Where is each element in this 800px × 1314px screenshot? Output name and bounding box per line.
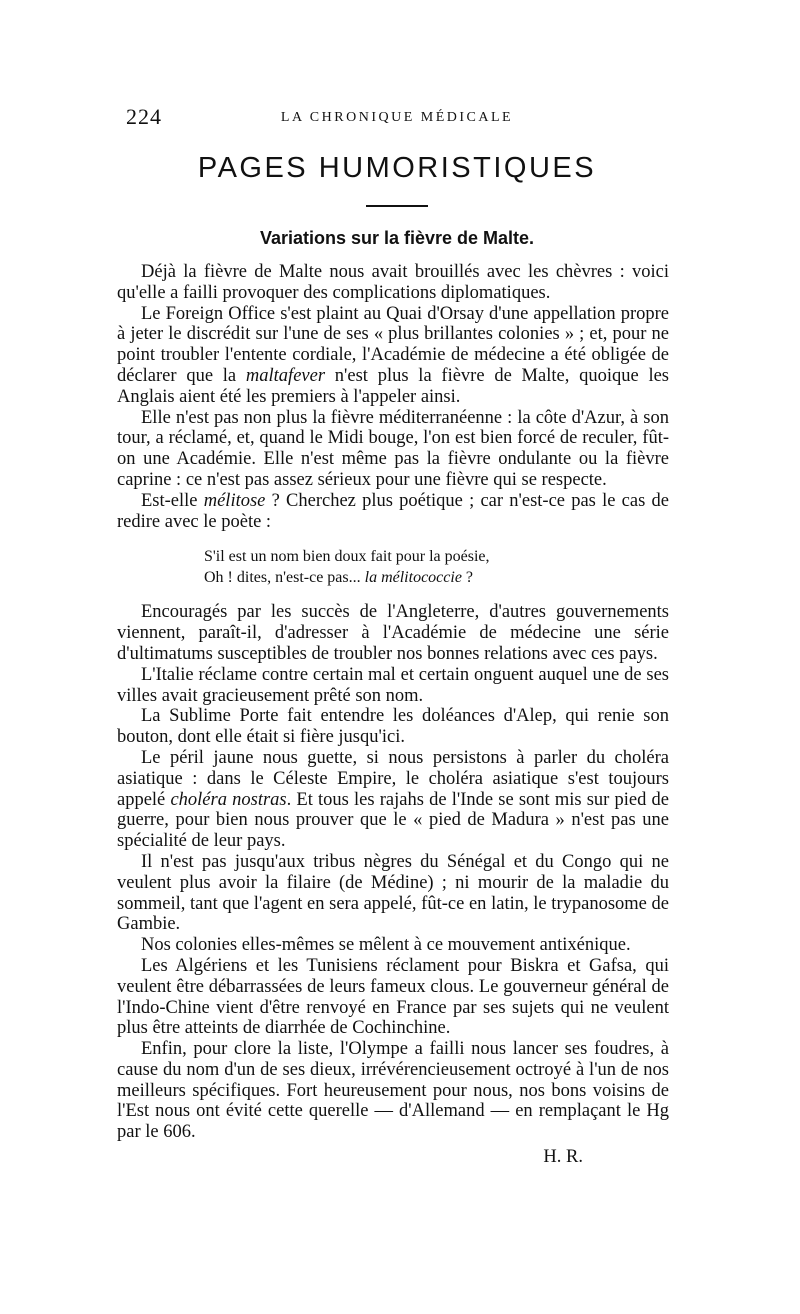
text-run: Le péril jaune nous guette, si nous persistons à parler du choléra asiatique : dans le Céleste Empire, le choléra asiatique s'est toujours appelé [117, 747, 669, 810]
author-signature: H. R. [543, 1147, 583, 1168]
running-head: LA CHRONIQUE MÉDICALE [280, 110, 514, 125]
italic-term: maltafever [245, 365, 326, 386]
verse-line [204, 567, 669, 588]
paragraph: Nos colonies elles-mêmes se mêlent à ce mouvement antixénique. [141, 935, 631, 956]
page-header [126, 104, 668, 134]
article-body [117, 262, 669, 1168]
italic-term: mélitose [203, 490, 266, 511]
paragraph [117, 491, 669, 533]
paragraph: Les Algériens et les Tunisiens réclament pour Biskra et Gafsa, qui veulent être débarrassées de leurs fameux clous. Le gouverneur général de l'Indo-Chine vient d'être renvoyé en France par ses sujets qui ne veulent plus être atteints de diarrhée de Cochinchine. [117, 955, 669, 1039]
paragraph: Enfin, pour clore la liste, l'Olympe a failli nous lancer ses foudres, à cause du nom d'un de ses dieux, irrévérencieusement octroyé à l'un de nos meilleurs spécifiques. Fort heureusement pour nous, nos bons voisins de l'Est nous ont évité cette querelle — d'Allemand — en remplaçant le Hg par le 606. [117, 1039, 669, 1143]
text-run: ? Cherchez plus poétique ; car n'est-ce pas le cas de redire avec le poète : [117, 490, 669, 532]
paragraph: La Sublime Porte fait entendre les doléances d'Alep, qui renie son bouton, dont elle était si fière jusqu'ici. [117, 706, 669, 748]
title-divider [366, 205, 428, 207]
page-title: PAGES HUMORISTIQUES [197, 152, 597, 184]
text-run: . Et tous les rajahs de l'Inde se sont mis sur pied de guerre, pour bien nous prouver que le « pied de Madura » n'est pas une spécialité de leur pays. [117, 789, 669, 852]
paragraph: Déjà la fièvre de Malte nous avait brouillés avec les chèvres : voici qu'elle a failli provoquer des complications diplomatiques. [117, 262, 669, 303]
text-run: Le Foreign Office s'est plaint au Quai d'Orsay d'une appellation propre à jeter le discrédit sur l'une de ses « plus brillantes colonies » ; et, pour ne point troubler l'entente cordiale, l'Académie de médecine a été obligée de déclarer que la [117, 303, 669, 386]
text-run: ? [461, 569, 474, 587]
text-run: Oh ! dites, n'est-ce pas... [204, 569, 365, 587]
text-run: n'est plus la fièvre de Malte, quoique les Anglais aient été les premiers à l'appeler ainsi. [117, 365, 669, 407]
paragraph [117, 748, 669, 852]
italic-term: choléra nostras [170, 789, 287, 810]
paragraph: Il n'est pas jusqu'aux tribus nègres du Sénégal et du Congo qui ne veulent plus avoir la filaire (de Médine) ; ni mourir de la maladie du sommeil, tant que l'agent en sera appelé, fût-ce en latin, le trypanosome de Gambie. [117, 851, 669, 935]
italic-term: la mélitococcie [364, 569, 462, 587]
section-title: Variations sur la fièvre de Malte. [259, 228, 535, 248]
verse-line: S'il est un nom bien doux fait pour la poésie, [204, 548, 490, 566]
page-number: 224 [126, 104, 162, 129]
paragraph: Encouragés par les succès de l'Angleterre, d'autres gouvernements viennent, paraît-il, d'adresser à l'Académie de médecine une série d'ultimatums susceptibles de troubler nos bonnes relations avec ces pays. [117, 602, 669, 664]
text-run: Est-elle [141, 490, 204, 511]
paragraph: L'Italie réclame contre certain mal et certain onguent auquel une de ses villes avait gracieusement prêté son nom. [117, 664, 669, 706]
verse-quote [204, 546, 669, 588]
paragraph [117, 304, 669, 408]
paragraph: Elle n'est pas non plus la fièvre méditerranéenne : la côte d'Azur, à son tour, a réclamé, et, quand le Midi bouge, l'on est bien forcé de reculer, fût-on une Académie. Elle n'est même pas la fièvre ondulante ou la fièvre caprine : ce n'est pas assez sérieux pour une fièvre qui se respecte. [117, 407, 669, 490]
